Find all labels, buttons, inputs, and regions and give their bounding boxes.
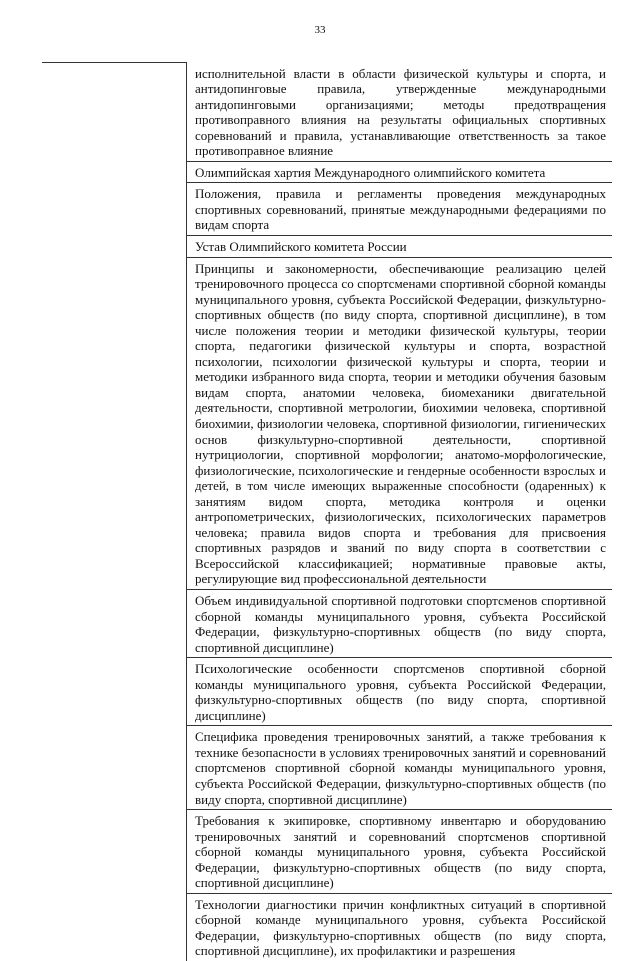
table-cell bbox=[187, 590, 613, 658]
requirements-table bbox=[42, 62, 612, 961]
table-cell bbox=[187, 63, 613, 162]
table-cell bbox=[187, 161, 613, 183]
table-cell bbox=[187, 726, 613, 810]
table-cell bbox=[187, 810, 613, 894]
cell-text: исполнительной власти в области физической культуры и спорта, и антидопинговые правила, утвержденные международными антидопинговыми организациями; методы предотвращения противоправного влияния на результаты официальных спортивных соревнований и правила, устанавливающие ответственность за такое противоправное влияние bbox=[187, 63, 612, 161]
table-cell bbox=[187, 257, 613, 589]
cell-text: Положения, правила и регламенты проведения международных спортивных соревнований, принятые международными федерациями по видам спорта bbox=[187, 183, 612, 235]
table-left-cell bbox=[42, 63, 187, 961]
cell-text: Объем индивидуальной спортивной подготовки спортсменов спортивной сборной команды муниципального уровня, субъекта Российской Федерации, физкультурно-спортивных обществ (по виду спорта, спортивной дисциплине) bbox=[187, 590, 612, 657]
table-row bbox=[42, 63, 612, 162]
cell-text: Технологии диагностики причин конфликтных ситуаций в спортивной сборной команде муниципального уровня, субъекта Российской Федерации, физкультурно-спортивных обществ (по виду спорта, спортивной дисциплине), их профилактики и разрешения bbox=[187, 894, 612, 961]
page-number: 33 bbox=[0, 24, 640, 36]
table-cell bbox=[187, 235, 613, 257]
cell-text: Специфика проведения тренировочных занятий, а также требования к технике безопасности в условиях тренировочных занятий и соревнований спортсменов спортивной сборной команды муниципального уровня, субъекта Российской Федерации, физкультурно-спортивных обществ (по виду спорта, спортивной дисциплине) bbox=[187, 726, 612, 809]
cell-text: Требования к экипировке, спортивному инвентарю и оборудованию тренировочных занятий и соревнований спортсменов спортивной сборной команды муниципального уровня, субъекта Российской Федерации, физкультурно-спортивных обществ (по виду спорта, спортивной дисциплине) bbox=[187, 810, 612, 893]
cell-text: Принципы и закономерности, обеспечивающие реализацию целей тренировочного процесса со спортсменами спортивной сборной команды муниципального уровня, субъекта Российской Федерации, физкультурно-спортивных обществ (по виду спорта, спортивной дисциплине), в том числе положения теории и методики физической культуры, теории спорта, педагогики физической культуры и спорта, возрастной психологии, психологии физической культуры и спорта, теории и методики избранного вида спорта, теории и методики обучения базовым видам спорта, анатомии человека, биомеханики двигательной деятельности, спортивной метрологии, биохимии человека, спортивной биохимии, физиологии человека, спортивной физиологии, гигиенических основ физкультурно-спортивной деятельности, спортивной нутрициологии, спортивной морфологии; анатомо-морфологические, физиологические, психологические и гендерные особенности взрослых и детей, в том числе имеющих выраженные способности (одаренных) к занятиям видом спорта, методика контроля и оценки антропометрических, физиологических, психологических параметров человека; правила видов спорта и требования для присвоения спортивных разрядов и званий по виду спорта в соответствии с Всероссийской классификацией; нормативные правовые акты, регулирующие вид профессиональной деятельности bbox=[187, 258, 612, 589]
cell-text: Психологические особенности спортсменов спортивной сборной команды муниципального уровня, субъекта Российской Федерации, физкультурно-спортивных обществ (по виду спорта, спортивной дисциплине) bbox=[187, 658, 612, 725]
table-cell bbox=[187, 893, 613, 961]
table-cell bbox=[187, 183, 613, 236]
table-cell bbox=[187, 658, 613, 726]
cell-text: Олимпийская хартия Международного олимпийского комитета bbox=[187, 162, 612, 183]
cell-text: Устав Олимпийского комитета России bbox=[187, 236, 612, 257]
